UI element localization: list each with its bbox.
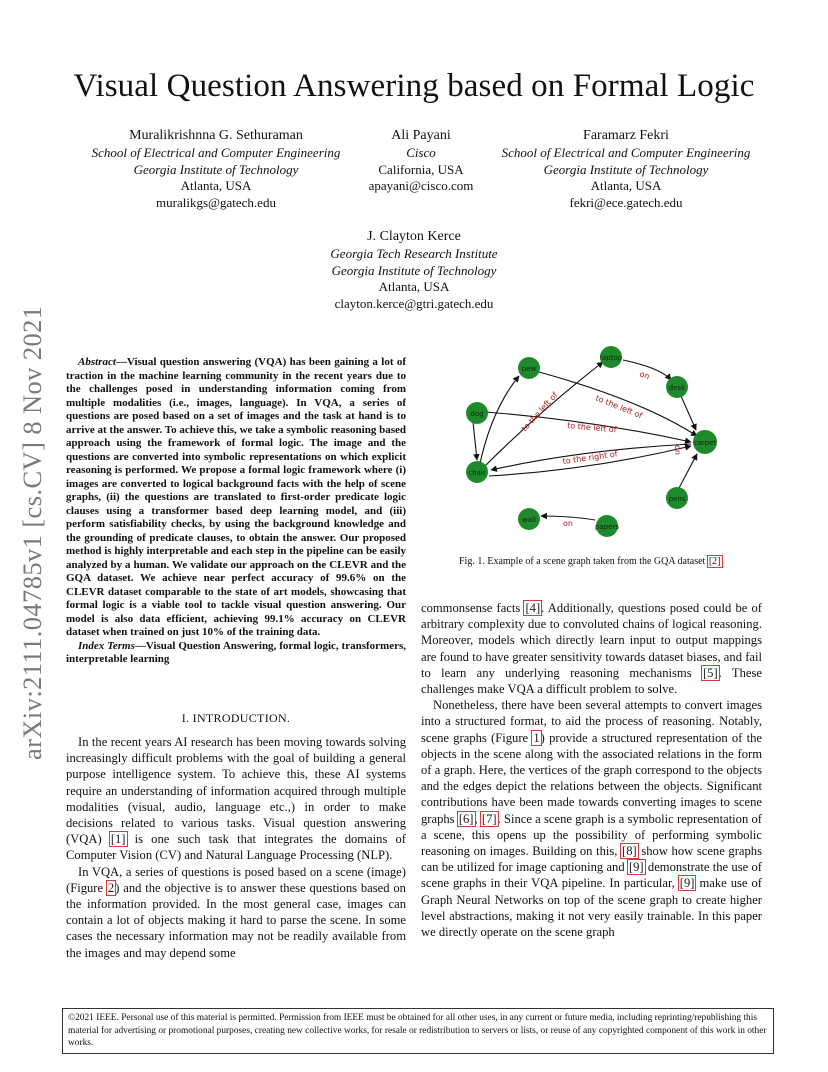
author-affiliation: Georgia Institute of Technology — [133, 161, 299, 177]
abstract-text: —Visual question answering (VQA) has been gaining a lot of traction in the machine learning community in the recent years due to the challenges posed in understanding information coming from multiple modalities (i.e., images, language). In VQA, a series of questions are posed based on a set of images and the task at hand is to arrive at the answer. To achieve this, we take a symbolic reasoning based approach using the framework of formal logic. The image and the questions are converted into symbolic representations on which explicit reasoning is performed. We propose a formal logic framework where (i) images are converted to logical background facts with the help of scene graphs, (ii) the questions are translated to first-order predicate logic clauses using a transformer based deep learning model, and (iii) perform satisfiability checks, by using the background knowledge and the grounding of predicate clauses, to obtain the answer. Our proposed method is highly interpretable and each step in the pipeline can be easily analyzed by a human. We validate our approach on the CLEVR and the GQA dataset. We achieve near perfect accuracy of 99.6% on the CLEVR dataset comparable to the state of art models, showcasing that formal logic is a viable tool to tackle visual question answering. Our model is also data efficient, achieving 99.1% accuracy on CLEVR dataset when trained on just 10% of the training data. — [66, 356, 406, 638]
paragraph: Nonetheless, there have been several attempts to convert images into a structured format, to aid the process of reasoning. Notably, scene graphs (Figure 1) provide a structured representation of the objects in the scene along with the associated relations in the form of a graph. Here, the vertices of the graph correspond to the objects and the edges depict the relations between the objects. Significant contributions have been made towards converting images to scene graphs [6], [7]. Since a scene graph is a symbolic representation of a scene, this opens up the possibility of performing symbolic reasoning on images. Building on this, [8] show how scene graphs can be utilized for image captioning and [9] demonstrate the use of scene graphs in their VQA pipeline. In particular, [9] make use of Graph Neural Networks on top of the scene graph to create higher level abstractions, making it not very easily trainable. In this paper we directly operate on the scene graph — [421, 698, 763, 940]
citation-link[interactable]: [2] — [708, 556, 721, 567]
node-label: laptop — [599, 354, 623, 362]
graph-edge — [679, 454, 697, 488]
index-terms-label: Index Terms — [78, 639, 135, 652]
paper-title: Visual Question Answering based on Formal Logic — [73, 68, 755, 104]
author-name: Faramarz Fekri — [583, 128, 669, 143]
graph-edge — [483, 362, 603, 468]
author-email[interactable]: apayani@cisco.com — [368, 178, 474, 194]
node-label: pew — [521, 365, 537, 373]
author-email[interactable]: clayton.kerce@gtri.gatech.edu — [334, 295, 494, 311]
citation-link[interactable]: [8] — [622, 844, 637, 859]
edge-label: on — [638, 369, 651, 382]
author-location: Atlanta, USA — [590, 178, 662, 194]
node-label: pens — [668, 495, 686, 503]
node-label: desk — [668, 384, 686, 392]
author-name: J. Clayton Kerce — [367, 229, 461, 244]
paragraph: In the recent years AI research has been moving towards solving increasingly difficult problems with the goal of building a general purpose intelligence system. To achieve this, these AI systems require an understanding of information acquired through multiple modalities (visual, audio, language etc.,) in order to make decisions related to various tasks. Visual question answering (VQA) [1] is one such task that integrates the domains of Computer Vision (CV) and Natural Language Processing (NLP). — [66, 735, 406, 863]
figure-caption: Fig. 1. Example of a scene graph taken from the GQA dataset [2]. — [459, 556, 724, 567]
arxiv-identifier[interactable]: arXiv:2111.04785v1 [cs.CV] 8 Nov 2021 — [17, 305, 47, 760]
author-affiliation: Georgia Tech Research Institute — [330, 246, 498, 261]
node-label: dog — [470, 410, 484, 418]
edge-label: on — [673, 445, 682, 455]
author-email[interactable]: muralikgs@gatech.edu — [156, 194, 276, 210]
author-email[interactable]: fekri@ece.gatech.edu — [569, 194, 683, 210]
figure-link[interactable]: 2 — [107, 880, 115, 895]
edge-label: to the left of — [594, 393, 644, 421]
author-location: Atlanta, USA — [378, 279, 450, 295]
edge-label: on — [563, 519, 573, 528]
author-block-4 — [264, 227, 564, 312]
left-column-body — [66, 734, 406, 961]
node-label: chair — [468, 469, 486, 477]
author-affiliation: Cisco — [406, 145, 436, 160]
author-affiliation: School of Electrical and Computer Engineering — [501, 145, 751, 160]
citation-link[interactable]: [4] — [525, 601, 541, 615]
citation-link[interactable]: [1] — [110, 832, 126, 847]
author-block-1 — [66, 126, 366, 211]
author-affiliation: Georgia Institute of Technology — [331, 262, 497, 278]
edge-label: to the right of — [562, 449, 619, 466]
abstract-label: Abstract — [78, 356, 116, 368]
section-heading: I. INTRODUCTION. — [181, 711, 291, 725]
author-name: Muralikrishnna G. Sethuraman — [129, 128, 303, 143]
author-affiliation: School of Electrical and Computer Engineering — [91, 145, 341, 160]
author-location: Atlanta, USA — [180, 178, 252, 194]
node-label: carpet — [693, 439, 717, 447]
graph-edge — [479, 376, 519, 468]
paragraph: In VQA, a series of questions is posed based on a scene (image) (Figure 2) and the objective is to answer these questions based on the information provided. In the most general case, images can contain a lot of objects making it hard to parse the scene. In some cases the necessary information may not be readily available from the images and may depend some — [66, 864, 406, 960]
scene-graph-figure — [421, 340, 762, 545]
figure-link[interactable]: 1 — [533, 730, 540, 745]
index-terms-text: —Visual Question Answering, formal logic, transformers, interpretable learning — [66, 639, 406, 665]
citation-link[interactable]: [9] — [679, 876, 695, 891]
citation-link[interactable]: [7] — [481, 811, 497, 826]
right-column-body — [421, 600, 762, 940]
graph-edge — [473, 422, 477, 460]
author-affiliation: Georgia Institute of Technology — [543, 161, 709, 177]
graph-edge — [681, 396, 696, 430]
author-location: California, USA — [378, 161, 464, 177]
author-name: Ali Payani — [391, 128, 451, 143]
author-block-2 — [346, 126, 496, 195]
node-label: wall — [522, 516, 536, 524]
author-block-3 — [476, 126, 776, 211]
abstract — [66, 356, 406, 667]
edge-label: to the left of — [566, 421, 617, 435]
citation-link[interactable]: [9] — [628, 860, 644, 875]
copyright-notice: ©2021 IEEE. Personal use of this material is permitted. Permission from IEEE must be obtained for all other uses, in any current or future media, including reprinting/republishing this material for advertising or promotional purposes, creating new collective works, for resale or redistribution to servers or lists, or reuse of any copyrighted component of this work in other works. — [62, 1008, 774, 1054]
citation-link[interactable]: [5] — [702, 665, 718, 680]
node-label: papers — [594, 523, 620, 531]
paragraph: commonsense facts [4]. Additionally, questions posed could be of arbitrary complexity due to convoluted chains of logical reasoning. Moreover, models which directly learn input to output mappings are found to have greater sensitivity towards dataset biases, and fail to learn any underlying reasoning mechanisms [5]. These challenges make VQA a difficult problem to solve. — [421, 601, 763, 697]
citation-link[interactable]: [6] — [458, 811, 474, 826]
edge-label: to the left of — [519, 390, 560, 434]
